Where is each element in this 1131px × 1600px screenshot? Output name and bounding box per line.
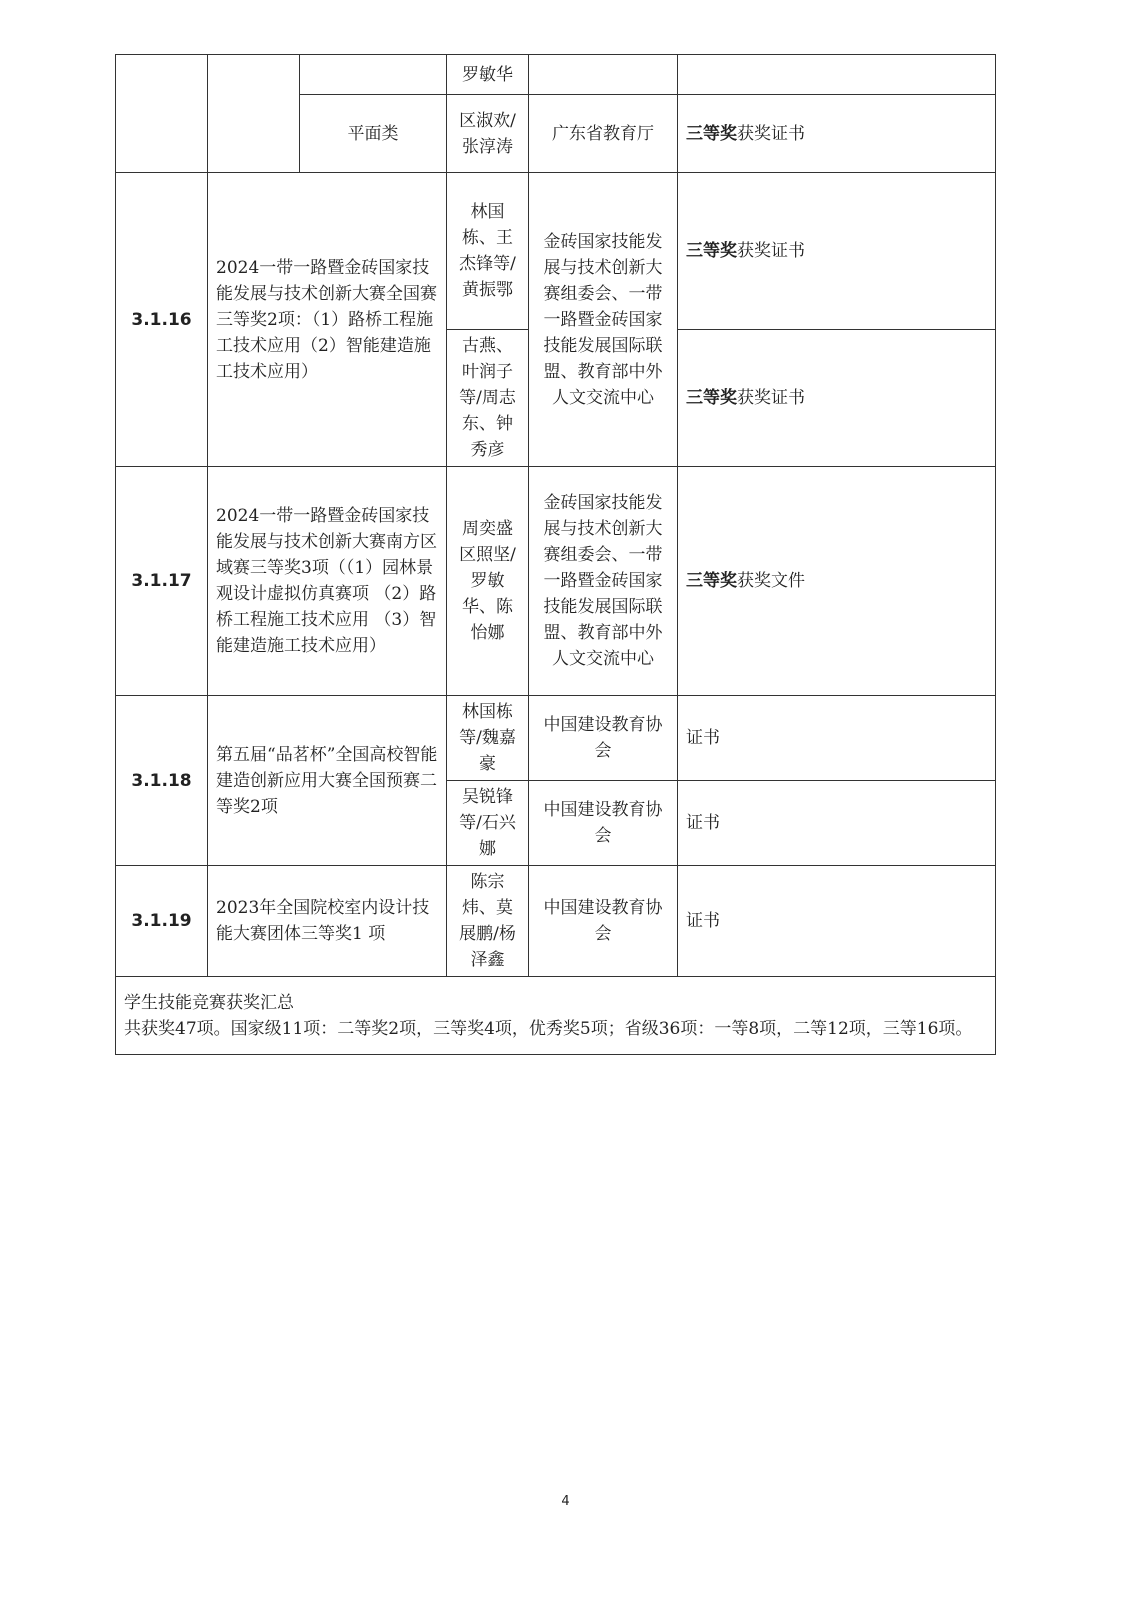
person-cell: 陈宗炜、莫展鹏/杨泽鑫 [447, 866, 529, 977]
index-cell [116, 55, 208, 173]
doc-type: 获奖证书 [737, 241, 805, 261]
award-level: 三等奖 [686, 388, 737, 408]
person-cell: 林国栋、王杰锋等/黄振鄂 [447, 173, 529, 330]
index-cell: 3.1.16 [116, 173, 208, 467]
name-cell: 2023年全国院校室内设计技能大赛团体三等奖1 项 [208, 866, 447, 977]
person-cell: 林国栋等/魏嘉豪 [447, 696, 529, 781]
person-cell: 古燕、叶润子等/周志东、钟秀彦 [447, 330, 529, 467]
person-cell: 吴锐锋等/石兴娜 [447, 781, 529, 866]
table-row [116, 55, 996, 95]
org-cell: 广东省教育厅 [529, 95, 678, 173]
summary-cell [116, 977, 996, 1055]
name-cell [208, 55, 300, 173]
index-cell: 3.1.18 [116, 696, 208, 866]
person-cell: 罗敏华 [447, 55, 529, 95]
org-cell: 中国建设教育协会 [529, 781, 678, 866]
table-row [116, 866, 996, 977]
summary-row [116, 977, 996, 1055]
cert-cell [678, 95, 996, 173]
award-level: 三等奖 [686, 241, 737, 261]
doc-type: 获奖证书 [737, 388, 805, 408]
index-cell: 3.1.19 [116, 866, 208, 977]
person-cell: 区淑欢/张淳涛 [447, 95, 529, 173]
table-row [116, 173, 996, 330]
table-row [116, 696, 996, 781]
org-cell: 中国建设教育协会 [529, 866, 678, 977]
award-level: 三等奖 [686, 571, 737, 591]
name-cell: 2024一带一路暨金砖国家技能发展与技术创新大赛南方区域赛三等奖3项（（1）园林景观设计虚拟仿真赛项 （2）路桥工程施工技术应用 （3）智能建造施工技术应用） [208, 467, 447, 696]
cert-cell: 证书 [678, 696, 996, 781]
doc-type: 获奖证书 [737, 123, 805, 144]
cert-cell [678, 467, 996, 696]
cert-cell: 证书 [678, 866, 996, 977]
cert-cell [678, 330, 996, 467]
org-cell: 中国建设教育协会 [529, 696, 678, 781]
page-number: 4 [561, 1494, 570, 1509]
summary-title: 学生技能竞赛获奖汇总 [124, 992, 294, 1013]
cert-cell [678, 55, 996, 95]
name-cell: 第五届“品茗杯”全国高校智能建造创新应用大赛全国预赛二等奖2项 [208, 696, 447, 866]
org-cell: 金砖国家技能发展与技术创新大赛组委会、一带一路暨金砖国家技能发展国际联盟、教育部中外人文交流中心 [529, 173, 678, 467]
person-cell: 周奕盛区照坚/罗敏华、陈怡娜 [447, 467, 529, 696]
category-cell: 平面类 [300, 95, 447, 173]
category-cell [300, 55, 447, 95]
summary-text: 共获奖47项。国家级11项：二等奖2项，三等奖4项，优秀奖5项；省级36项：一等8项，二等12项，三等16项。 [124, 1018, 973, 1039]
cert-cell: 证书 [678, 781, 996, 866]
org-cell: 金砖国家技能发展与技术创新大赛组委会、一带一路暨金砖国家技能发展国际联盟、教育部中外人文交流中心 [529, 467, 678, 696]
awards-table [115, 54, 996, 1055]
name-cell: 2024一带一路暨金砖国家技能发展与技术创新大赛全国赛三等奖2项：（1）路桥工程施工技术应用（2）智能建造施工技术应用） [208, 173, 447, 467]
table-row [116, 467, 996, 696]
cert-cell [678, 173, 996, 330]
doc-type: 获奖文件 [737, 571, 805, 591]
award-level: 三等奖 [686, 123, 737, 144]
index-cell: 3.1.17 [116, 467, 208, 696]
org-cell [529, 55, 678, 95]
